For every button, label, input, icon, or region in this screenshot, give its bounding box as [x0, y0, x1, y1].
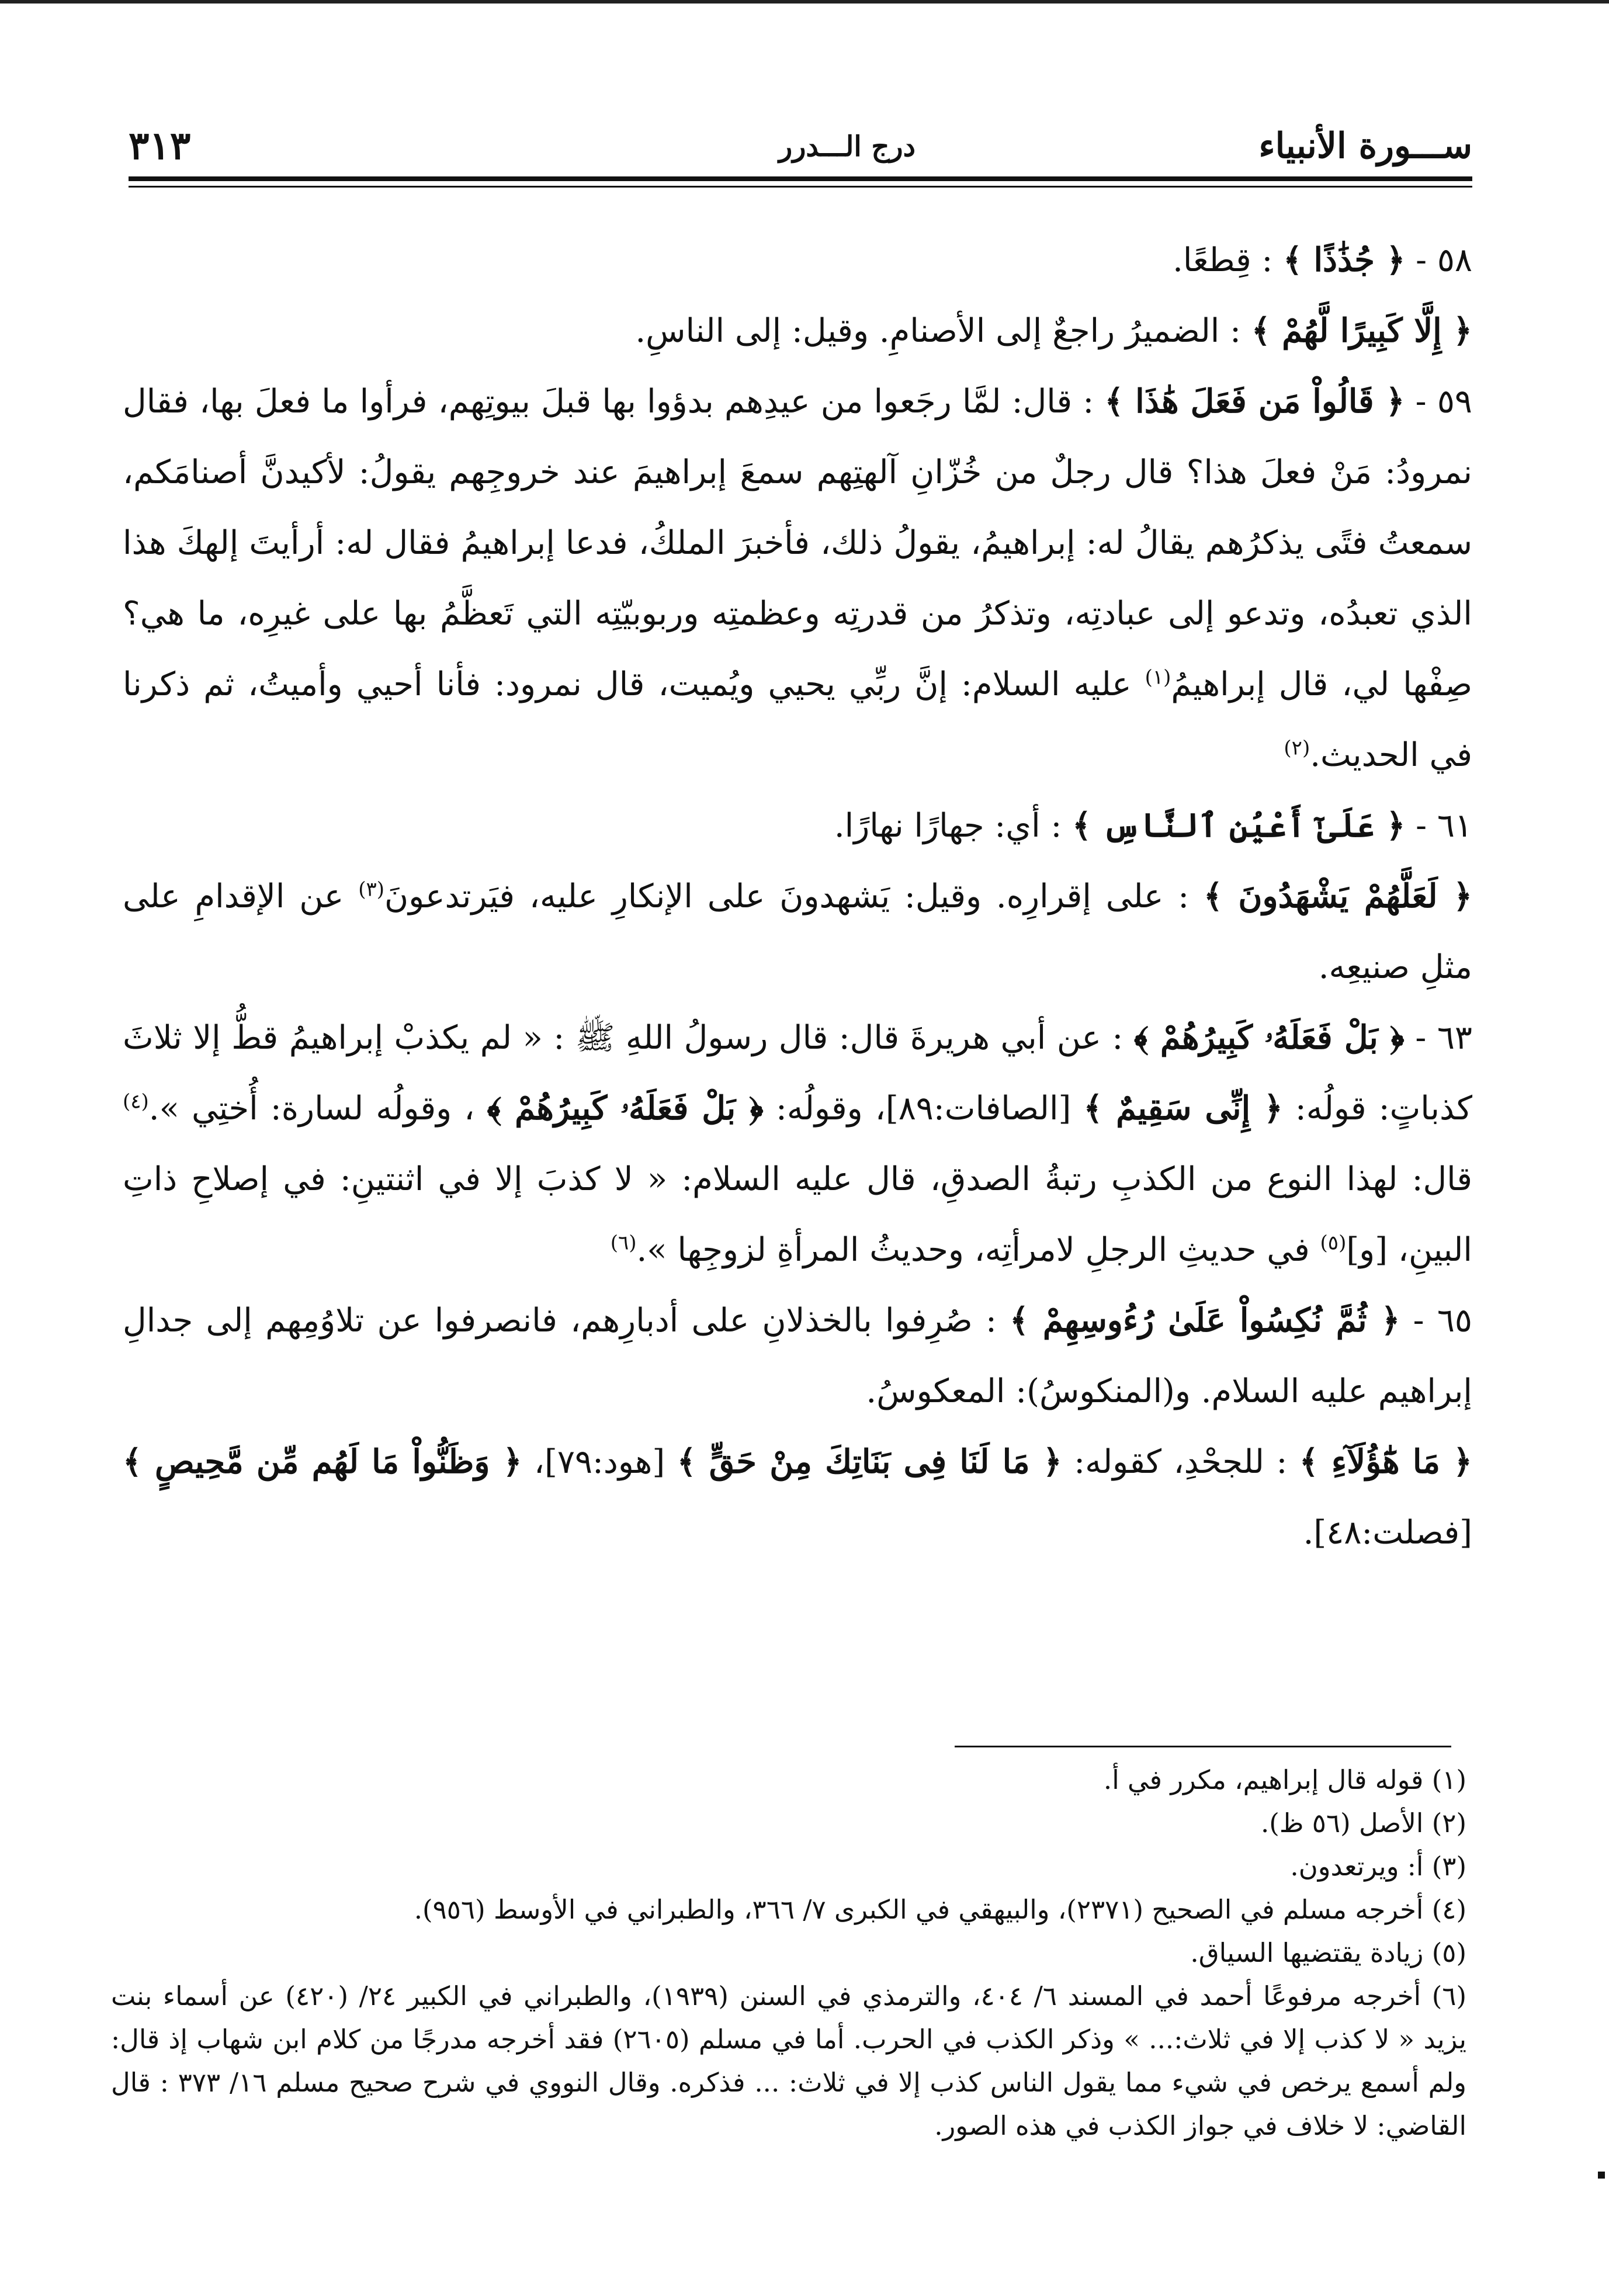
paragraph-61 [123, 790, 1472, 861]
footnote-3: (٣) أ: ويرتعدون. [1290, 1851, 1466, 1882]
commentary: قال: لهذا النوع من الكذبِ رتبةُ الصدقِ، قال عليه السلام: « لا كذبَ إلا في اثنتينِ: في إصلاحِ ذاتِ البينِ، [و] [123, 1160, 1472, 1269]
commentary: : الضميرُ راجعٌ إلى الأصنامِ. وقيل: إلى الناسِ. [635, 312, 1251, 350]
verse-number: ٥٨ - [1405, 241, 1472, 279]
quran-quote: ﴿ عَلَىٰٓ أَعْيُنِ ٱلنَّاسِ ﴾ [1072, 806, 1406, 845]
quran-quote: ﴿ إِنِّى سَقِيمٌ ﴾ [1083, 1089, 1283, 1128]
footnote-ref: (٤) [123, 1090, 149, 1114]
paragraph-58 [123, 225, 1472, 296]
footnote-ref: (٦) [610, 1231, 637, 1255]
footnote-ref: (٥) [1320, 1231, 1347, 1255]
commentary: في حديثِ الرجلِ لامرأتِه، وحديثُ المرأةِ لزوجِها ». [636, 1231, 1320, 1269]
paragraph-61b [123, 861, 1472, 1003]
quran-quote: ﴿ ثُمَّ نُكِسُواْ عَلَىٰ رُءُوسِهِمْ ﴾ [1010, 1301, 1400, 1340]
header-rule-thin [129, 186, 1472, 188]
page-number: ٣١٣ [129, 123, 191, 168]
footnote-5: (٥) زيادة يقتضيها السياق. [1190, 1937, 1466, 1968]
commentary: : على إقرارِه. وقيل: يَشهدونَ على الإنكارِ عليه، فيَرتدعونَ [384, 878, 1204, 915]
commentary: : قِطعًا. [1173, 241, 1284, 279]
commentary: : للجحْدِ، كقوله: [1062, 1443, 1299, 1481]
footnote-6: (٦) أخرجه مرفوعًا أحمد في المسند ٦/ ٤٠٤، والترمذي في السنن (١٩٣٩)، والطبراني في الكبير ٢٤/ (٤٢٠) عن أسماء بنت يزيد « لا كذب إلا في ثلاث:... » وذكر الكذب في الحرب. أما في مسلم (٢٦٠٥) فقد أخرجه مدرجًا من كلام ابن شهاب إذ قال: ولم أسمع يرخص في شيء مما يقول الناس كذب إلا في ثلاث: ... فذكره. وقال النووي في شرح صحيح مسلم ١٦/ ٣٧٣ : قال القاضي: لا خلاف في جواز الكذب في هذه الصور. [111, 1981, 1467, 2141]
paragraph-65 [123, 1285, 1472, 1427]
book-title: درج الـــدرر [779, 130, 916, 163]
verse-number: ٥٩ - [1405, 383, 1472, 421]
footnote-2: (٢) الأصل (٥٦ ظ). [1260, 1808, 1466, 1839]
quran-quote: ﴿ مَا هَٰٓؤُلَآءِ ﴾ [1299, 1442, 1472, 1481]
scan-mark [1598, 2172, 1605, 2179]
quran-quote: ﴿ بَلْ فَعَلَهُۥ كَبِيرُهُمْ ﴾ [487, 1089, 764, 1128]
verse-number: ٦٥ - [1400, 1302, 1472, 1340]
paragraph-58b [123, 296, 1472, 366]
footnote-4: (٤) أخرجه مسلم في الصحيح (٢٣٧١)، والبيهقي في الكبرى ٧/ ٣٦٦، والطبراني في الأوسط (٩٥٦). [414, 1894, 1466, 1925]
footnote-ref: (٣) [358, 878, 385, 901]
commentary: [فصلت:٤٨]. [1303, 1514, 1472, 1552]
verse-number: ٦١ - [1405, 807, 1472, 845]
quran-quote: ﴿ مَا لَنَا فِى بَنَاتِكَ مِنْ حَقٍّ ﴾ [677, 1442, 1062, 1481]
commentary: : عن أبي هريرةَ قال: قال رسولُ اللهِ ﷺ : « لم يكذبْ إبراهيمُ قطُّ إلا ثلاثَ كذباتٍ: قولُه: [123, 1019, 1472, 1128]
commentary: عليه السلام: إنَّ ربِّي يحيي ويُميت، قال نمرود: فأنا أحيي وأميتُ، ثم ذكرنا في الحديث. [123, 665, 1472, 774]
quran-quote: ﴿ لَعَلَّهُمْ يَشْهَدُونَ ﴾ [1204, 877, 1473, 915]
paragraph-65b [123, 1427, 1472, 1568]
footnote-ref: (١) [1145, 665, 1171, 689]
footnote-ref: (٢) [1284, 736, 1310, 760]
commentary: : قال: لمَّا رجَعوا من عيدِهم بدؤوا بها قبلَ بيوتِهم، فرأوا ما فعلَ بها، فقال نمرودُ: مَنْ فعلَ هذا؟ قال رجلٌ من خُزّانِ آلهتِهم سمعَ إبراهيمَ عند خروجِهم يقولُ: لأكيدنَّ أصنامَكم، سمعتُ فتًى يذكرُهم يقالُ له: إبراهيمُ، يقولُ ذلك، فأخبرَ الملكُ، فدعا إبراهيمُ فقال له: أرأيتَ إلهكَ هذا الذي تعبدُه، وتدعو إلى عبادتِه، وتذكرُ من قدرتِه وعظمتِه وربوبيّتِه التي تَعظَّمُ بها على غيرِه، ما هي؟ صِفْها لي، قال إبراهيمُ [123, 383, 1473, 703]
paragraph-59 [123, 366, 1472, 790]
paragraph-63 [123, 1003, 1472, 1285]
commentary: عن الإقدامِ على مثلِ صنيعِه. [123, 878, 1472, 986]
footnote-separator [955, 1746, 1451, 1747]
commentary: [هود:٧٩]، [522, 1443, 677, 1481]
commentary: [الصافات:٨٩]، وقولُه: [763, 1090, 1084, 1128]
quran-quote: ﴿ بَلْ فَعَلَهُۥ كَبِيرُهُمْ ﴾ [1133, 1018, 1405, 1057]
quran-quote: ﴿ جُذَٰذًا ﴾ [1283, 241, 1406, 279]
footnotes [111, 1759, 1466, 2148]
surah-title: ســـورة الأنبياء [1258, 126, 1472, 167]
commentary: : أي: جهارًا نهارًا. [834, 807, 1073, 845]
main-text [123, 225, 1472, 1568]
footnote-1: (١) قوله قال إبراهيم، مكرر في أ. [1103, 1764, 1466, 1795]
running-header [129, 120, 1472, 184]
quran-quote: ﴿ إِلَّا كَبِيرًا لَّهُمْ ﴾ [1251, 311, 1472, 350]
verse-number: ٦٣ - [1404, 1019, 1472, 1057]
quran-quote: ﴿ قَالُواْ مَن فَعَلَ هَٰذَا ﴾ [1104, 382, 1405, 421]
page-top-edge [0, 0, 1609, 4]
header-rule-thick [129, 176, 1472, 181]
quran-quote: ﴿ وَظَنُّواْ مَا لَهُم مِّن مَّحِيصٍ ﴾ [123, 1442, 522, 1481]
commentary: ، وقولُه لسارة: أُختِي ». [148, 1090, 487, 1128]
commentary: : صُرِفوا بالخذلانِ على أدبارِهم، فانصرفوا عن تلاوُمِهم إلى جدالِ إبراهيم عليه السلام. و(المنكوسُ): المعكوسُ. [123, 1302, 1472, 1410]
